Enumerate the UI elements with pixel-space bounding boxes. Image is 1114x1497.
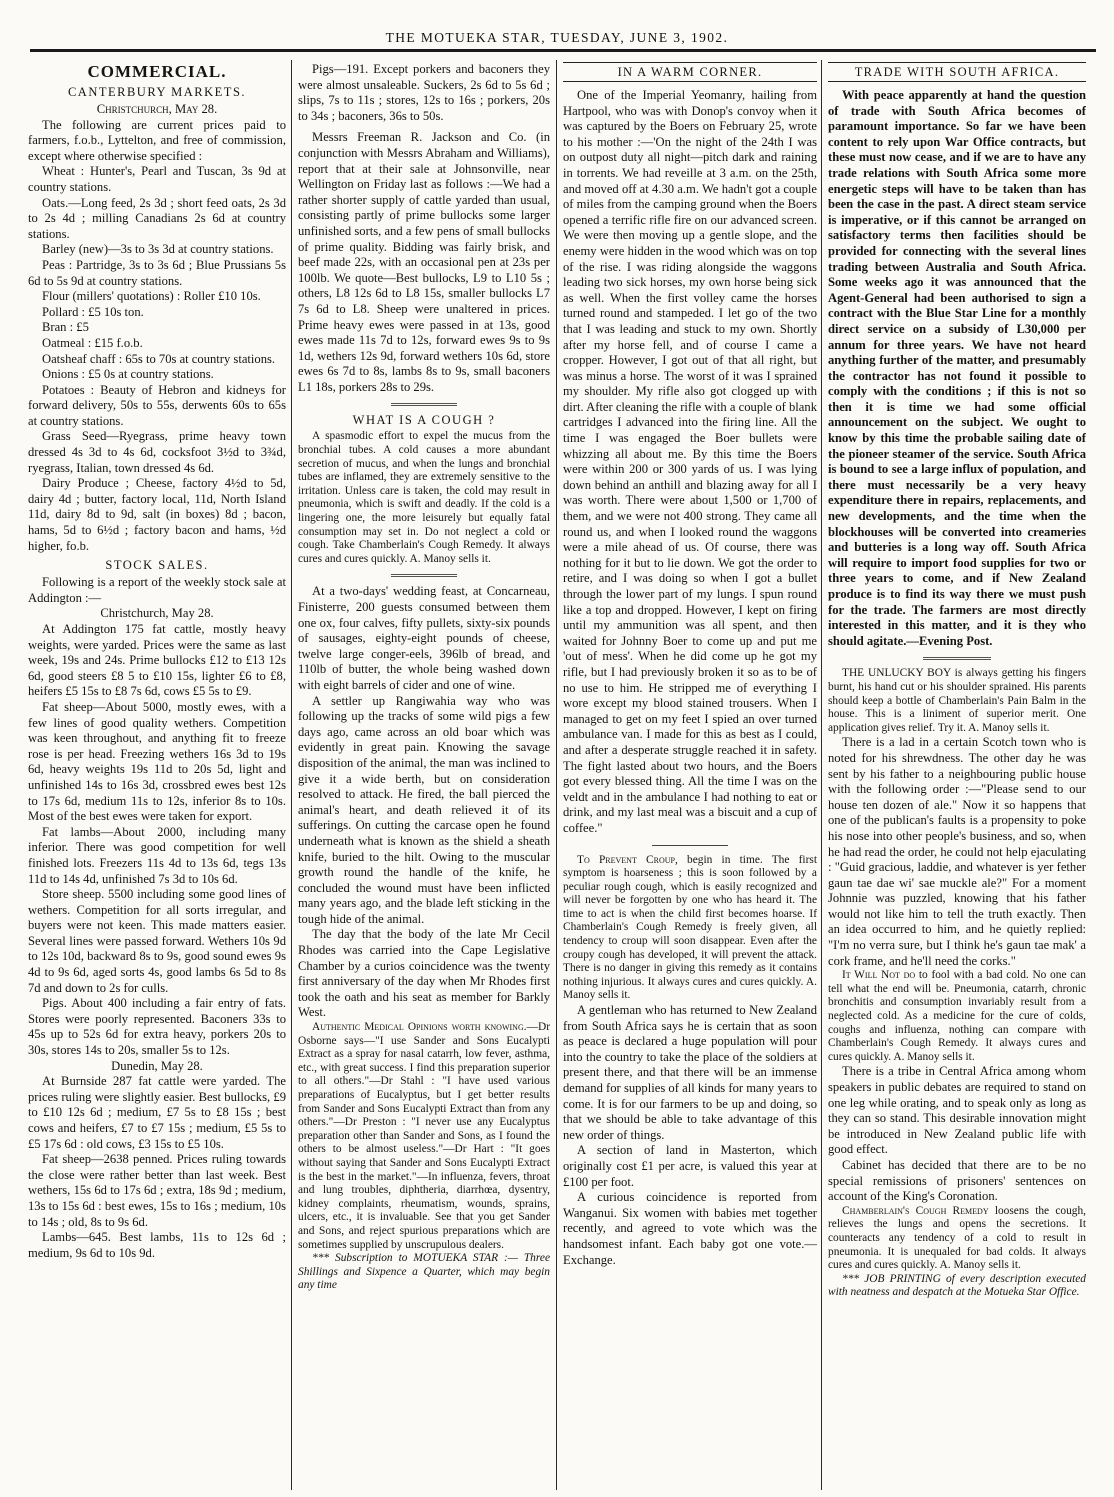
paragraph: Fat sheep—2638 penned. Prices ruling towards the close were rather better than last week. Best wethers, 15s 6d to 17s 6d ; extra, 18s 9d ; medium, 13s to 15s 6d : best ewes, 15s to 16s ; medium, 10s to 14s ; old, 8s to 9s 6d. (28, 1152, 286, 1229)
paragraph: Wheat : Hunter's, Pearl and Tuscan, 3s 9d at country stations. (28, 164, 286, 194)
paragraph: Fat sheep—About 5000, mostly ewes, with a few lines of good quality wethers. Competition was keen throughout, and anything fit to freeze rose is per head. Freezing wethers 16s 3d to 19s 6d, heavy weights 19s 11d to 20s 5d, light and unfinished 14s to 16s 3d, crossbred ewes best 12s to 17s 6d, medium 11s to 12s, inferior 8s to 10s. Most of the best ewes were taken for export. (28, 699, 286, 824)
paragraph: Oats.—Long feed, 2s 3d ; short feed oats, 2s 3d to 2s 4d ; milling Canadians 2s 6d at country stations. (28, 195, 286, 241)
paragraph: Oatmeal : £15 f.o.b. (42, 335, 143, 350)
divider (391, 403, 457, 406)
paragraph: Pigs. About 400 including a fair entry of fats. Stores were poorly represented. Baconers 33s to 45s up to 52s 6d for extra heavy, porkers 20s to 30s, stores 14s to 20s, smaller 5s to 12s. (28, 996, 286, 1058)
divider (391, 574, 457, 577)
divider (923, 657, 990, 660)
paragraph: Flour (millers' quotations) : Roller £10 10s. (42, 289, 261, 304)
trade-heading: TRADE WITH SOUTH AFRICA. (828, 62, 1086, 82)
cabinet-paragraph: Cabinet has decided that there are to be no special remissions of prisoners' sentences on account of the King's Coronation. (828, 1157, 1086, 1204)
paragraph: A curious coincidence is reported from Wanganui. Six women with babies met together recently, and agreed to vote which was the handsomest infant. Each baby got one vote.—Exchange. (563, 1190, 817, 1267)
chamberlain-text: loosens the cough, relieves the lungs and opens the secretions. It counteracts any tendency of a cold to result in pneumonia. It is unequaled for bad colds. It always cures and cures quickly. A. Manoy sells it. (828, 1204, 1086, 1272)
paragraph: Onions : £5 0s at country stations. (42, 367, 214, 382)
paragraph: Dairy Produce ; Cheese, factory 4½d to 5d, dairy 4d ; butter, factory local, 11d, North Island 11d, dairy 8d to 9d, salt (in boxes) 8d ; bacon, hams, 5d to 6½d ; factory bacon and hams, ½d higher, fo.b. (28, 476, 286, 553)
column-rule (291, 60, 292, 1490)
cough-heading: WHAT IS A COUGH ? (352, 413, 496, 428)
cough-article: A spasmodic effort to expel the mucus from the bronchial tubes. A cold causes a more abundant secretion of mucus, and when the lungs and bronchial tubes are inflamed, they are extremely sensitive to the irritation. Unless care is taken, the cold may result in pneumonia, which is swift and deadly. If the cold is a lingering one, the more leisurely but equally fatal consumption may set in. Do not neglect a cold or cough. Take Chamberlain's Cough Remedy. It always cures and cures quickly. A. Manoy sells it. (298, 430, 550, 565)
column-rule (821, 60, 822, 1490)
column-three (563, 62, 817, 1492)
canterbury-markets-heading: CANTERBURY MARKETS. (67, 85, 247, 99)
paragraph: Potatoes : Beauty of Hebron and kidneys for forward delivery, 50s to 55s, derwents 60s to 65s at country stations. (28, 382, 286, 428)
dateline: Christchurch, May 28. (100, 606, 214, 621)
paragraph: A gentleman who has returned to New Zealand from South Africa says he is certain that as soon as peace is declared a huge population will pour into the country to take the place of the soldiers at present there, and that there will be an immense demand for supplies of all kinds for many years to come. It is for our farmers to be up and doing, so that we should be able to take advantage of this new order of things. (563, 1003, 817, 1142)
column-commercial (28, 62, 286, 1492)
column-two (298, 62, 550, 1492)
paragraph: Lambs—645. Best lambs, 11s to 12s 6d ; medium, 9s 6d to 10s 9d. (28, 1230, 286, 1260)
opinions-text: —Dr Osborne says—"I use Sander and Sons Eucalypti Extract as a spray for nasal catarrh, low fever, asthma, etc., with great success. I find this preparation superior to all others."—Dr Stahl : "I have used various preparations of Eucalyptus, but I get better results from Sander and Sons Eucalypti Extract than from any others."—Dr Preston : "I never use any Eucalyptus preparation other than Sander and Sons, as I found the others to be almost useless."—Dr Hart : "It goes without saying that Sander and Sons Eucalypti Extract is the best in the market."—In influenza, fevers, throat and lung troubles, diphtheria, diarrhœa, dysentry, kidney complaints, rheumatism, wounds, sprains, ulcers, etc., it is invaluable. See that you get Sander and Sons, and reject spurious preparations which are sometimes supplied by unscrupulous dealers. (298, 1021, 550, 1251)
commercial-heading: COMMERCIAL. (87, 62, 227, 81)
bad-cold-lead: It Will Not do (842, 969, 916, 982)
job-printing-notice: *** JOB PRINTING of every description executed with neatness and despatch at the Motueka Star Office. (828, 1272, 1086, 1299)
paragraph: Bran : £5 (42, 320, 89, 335)
paragraph: A settler up Rangiwahia way who was following up the tracks of some wild pigs a few days ago, came across an old boar which was evidently in great pain. Knowing the savage disposition of the animal, the man was inclined to give it a wide berth, but on consideration resolved to attack. He fired, the ball pierced the animal's heart, and death relieved it of its sufferings. On cutting the carcase open he found underneath what is known as the shield a sheath knife, buried to the hilt. Owing to the muscular growth round the handle of the knife, he concluded the wound must have been inflicted many years ago, and the blade left sticking in the tough hide of the animal. (298, 693, 550, 926)
warm-corner-story: One of the Imperial Yeomanry, hailing from Hartpool, who was with Donop's convoy when it was captured by the Boers on February 25, wrote to his mother :—'On the night of the 24th I was on outpost duty all night—pitch dark and raining in torrents. We had reveille at 3 a.m. on the 25th, and moved off at 4.30 a.m. We hadn't got a couple of miles from the camping ground when the Boers opened a terrific rifle fire on our advanced screen. We were then moving up a gentle slope, and the enemy were hidden in the wood which was on top of the rise. I was riding alongside the waggons leading two sick horses, my own horse being sick as well. When the first volley came the horses turned round and stampeded. I let go of the two that I was leading and stuck to my own. Shortly after my horse fell, and of course I came a cropper. However, I got out of that all right, but was minus a horse. The worst of it was I sprained my shoulder. My rifle also got clogged up with dirt. After cleaning the rifle with a couple of blank cartridges I advanced into the firing line. All the time I was engaged the Boer bullets were whizzing all about me. By this time the Boers were within 200 or 300 yards of us. I was lying down behind an anthill and blazing away for all I was worth. There were about 1,500 or 1,700 of them, and we were not 400 strong. They came all round us, and when I looked round the waggons were a mile ahead of us. Of course, there was nothing for it but to lie down. We got the order to retire, and I was doing so when I got a bullet through the lower part of my lungs. I spun round like a top and dropped. However, I kept on firing until my ammunition was all spent, and then waited for Johnny Boer to come up and put me 'out of mess'. When he did come up he got my rifle, but I had previously broken it so as to be of no use to him. He stripped me of everything I wore except my blood stained trousers. When I managed to get on my feet I spied an over turned ambulance van. I made for this as best as I could, and after a desperate struggle reached it in safety. The fight lasted about two hours, and the Boers got every blessed thing. All the time I was on the veldt and in the ambulance I had nothing to eat or drink, and my last meal was a biscuit and a cup of coffee." (563, 88, 817, 835)
paragraph: Oatsheaf chaff : 65s to 70s at country stations. (42, 351, 276, 366)
paragraph: Pigs—191. Except porkers and baconers they were almost unsaleable. Suckers, 2s 6d to 5s 6d ; slips, 7s to 11s ; stores, 12s to 16s ; porkers, 20s to 34s ; baconers, 36s to 50s. (298, 62, 550, 123)
divider (652, 845, 728, 846)
paragraph: At a two-days' wedding feast, at Concarneau, Finisterre, 200 guests consumed between them one ox, four calves, fifty pullets, sixty-six pounds of sausages, eighty-eight pounds of cheese, twelve large conger-eels, 396lb of bread, and 110lb of butter, the whole being washed down with eight barrels of cider and one of wine. (298, 584, 550, 692)
paragraph: At Addington 175 fat cattle, mostly heavy weights, were yarded. Prices were the same as last week, 19s and 24s. Prime bullocks £12 to £13 12s 6d, good steers £8 5 to £10 15s, lighter £6 to £8, heifers £5 15s to £8 7s 6d, cows £5 5s to £9. (28, 622, 286, 699)
paragraph: Store sheep. 5500 including some good lines of wethers. Competition for all sorts irregular, and buyers were not keen. This made matters easier. Several lines were passed forward. Wethers 10s 9d to 12s 10d, backward 8s to 9s, good sound ewes 9s 4d to 9s 6d, aged sorts 4s, good lambs 6s 5d to 8s 7d and down to 2s for culls. (28, 887, 286, 995)
column-four (828, 62, 1086, 1492)
croup-lead: To Prevent Croup, (577, 853, 678, 866)
paragraph: Fat lambs—About 2000, including many inferior. There was good competition for well finished lots. Freezers 11s 4d to 13s 6d, tegs 13s 11d to 14s 4d, unfinished 7s 3d to 10s 6d. (28, 824, 286, 886)
column-rule (556, 60, 557, 1490)
paragraph: The following are current prices paid to farmers, f.o.b., Lyttelton, and free of commission, except where otherwise specified : (28, 117, 286, 163)
subscription-notice: *** Subscription to MOTUEKA STAR :— Three Shillings and Sixpence a Quarter, which may begin any time (298, 1252, 550, 1292)
paragraph: Following is a report of the weekly stock sale at Addington :— (28, 575, 286, 605)
trade-article: With peace apparently at hand the question of trade with South Africa becomes of paramount importance. So far we have been content to rely upon War Office contracts, but these must now cease, and if we are to have any trade relations with South Africa some more energetic steps will have to be taken than has been the case in the past. A direct steam service is imperative, or if this cannot be arranged on satisfactory terms then facilities should be provided for connecting with the several lines trading between Australia and South Africa. Some weeks ago it was announced that the Agent-General had been authorised to sign a contract with the Blue Star Line for a monthly direct service on a subsidy of L30,000 per annum for three years. We have not heard anything further of the matter, and presumably the contractor has not found it possible to comply with the conditions ; if this is not so then it is time we had some official announcement on the subject. We ought to know by this time the probable sailing date of the pioneer steamer of the service. South Africa is bound to see a large influx of population, and there must necessarily be a very heavy expenditure there in repairs, replacements, and new developments, and the time when the blockhouses will be converted into creameries and butteries is a long way off. South Africa will require to import food supplies for two or three years to come, and if New Zealand produce is to find its way there we must push for the trade. The farmers are most directly interested in this matter, and it is they who should agitate.—Evening Post. (828, 88, 1086, 648)
masthead-rule (30, 49, 1096, 52)
croup-text: begin in time. The first symptom is hoarseness ; this is soon followed by a peculiar rough cough, which is easily recognized and will never be forgotten by one who has heard it. The time to act is when the child first becomes hoarse. If Chamberlain's Cough Remedy is freely given, all tendency to croup will soon disappear. Even after the croupy cough has developed, it will prevent the attack. There is no danger in giving this remedy as it contains nothing injurious. It always cures and cures quickly. A. Manoy sells it. (563, 853, 817, 1002)
paragraph: A section of land in Masterton, which originally cost £1 per acre, is valued this year at £100 per foot. (563, 1143, 817, 1189)
paragraph: Grass Seed—Ryegrass, prime heavy town dressed 4s 3d to 4s 6d, cocksfoot 3½d to 3¾d, ryegrass, Italian, town dressed 4s 6d. (28, 429, 286, 475)
paragraph: Pollard : £5 10s ton. (42, 304, 144, 319)
stock-sales-heading: STOCK SALES. (105, 558, 209, 573)
scotch-lad: There is a lad in a certain Scotch town who is noted for his shrewdness. The other day he was sent by his father to a neighbouring public house with the following order :—"Please send to our house ten dozen of ale." Now it so happens that one of the publican's faults is a propensity to poke his nose into other people's business, and so, when he had read the order, he could not help ejaculating : "Guid gracious, laddie, and whatever is yer fether gaun tae dae wi' sae muckle ale?" For a moment Johnnie was puzzled, knowing that his father would not like him to tell the truth exactly. Then an idea occurred to him, and he quietly replied: "I'm no verra sure, but I think he's gaun tae mak' a cork frame, and he'll need the corks." (828, 735, 1086, 968)
opinions-lead: Authentic Medical Opinions worth knowing. (312, 1021, 527, 1034)
masthead: THE MOTUEKA STAR, TUESDAY, JUNE 3, 1902. (385, 30, 729, 45)
chamberlain-lead: Chamberlain's Cough Remedy (842, 1204, 989, 1217)
paragraph: Messrs Freeman R. Jackson and Co. (in conjunction with Messrs Abraham and Williams), report that at their sale at Johnsonville, near Wellington on Friday last as follows :—We had a rather shorter supply of cattle yarded than usual, consisting partly of prime bullocks some larger unfinished sorts, and a few pens of small bullocks of prime quality. Bidding was fairly brisk, and beef made 22s, with an occasional pen at 23s per 100lb. We quote—Best bullocks, L9 to L10 5s ; others, L8 12s 6d to L8 15s, smaller bullocks L7 7s 6d to L8. Sheep were unaltered in prices. Prime heavy ewes were passed in at 13s, good ewes made 11s 7d to 12s, forward ewes 9s to 9s 1d, wethers 12s 9d, forward wethers 10s 6d, store ewes 6s 7d to 8s, lambs 8s to 9s, small baconers L1 18s, porkers 28s to 29s. (298, 130, 550, 394)
tribe-paragraph: There is a tribe in Central Africa among whom speakers in public debates are required to stand on one leg while orating, and to speak only as long as they can so stand. This desirable innovation might be introduced in New Zealand public life with good effect. (828, 1064, 1086, 1157)
paragraph: At Burnside 287 fat cattle were yarded. The prices ruling were slightly easier. Best bullocks, £9 to £10 12s 6d ; medium, £7 5s to £8 15s ; best cows and heifers, £7 to £7 15s ; medium, £5 5s to £5 17s 6d : old cows, £3 15s to £5 10s. (28, 1074, 286, 1151)
bad-cold-text: to fool with a bad cold. No one can tell what the end will be. Pneumonia, catarrh, chronic bronchitis and consumption invariably result from a neglected cold. As a medicine for the cure of colds, coughs and influenza, nothing can compare with Chamberlain's Cough Remedy. It always cures and cures quickly. A. Manoy sells it. (828, 969, 1086, 1063)
paragraph: Peas : Partridge, 3s to 3s 6d ; Blue Prussians 5s 6d to 5s 9d at country stations. (28, 257, 286, 288)
paragraph: The day that the body of the late Mr Cecil Rhodes was carried into the Cape Legislative Chamber by a curios coincidence was the twenty first anniversary of the day when Mr Rhodes first took the oath and his seat as member for Barkly West. (298, 927, 550, 1020)
dateline: Christchurch, May 28. (96, 102, 218, 116)
paragraph: Barley (new)—3s to 3s 3d at country stations. (42, 242, 274, 257)
unlucky-boy: THE UNLUCKY BOY is always getting his fingers burnt, his hand cut or his shoulder sprained. His parents should keep a bottle of Chamberlain's Pain Balm in the house. This is a liniment of superior merit. One application gives relief. Try it. A. Manoy sells it. (828, 667, 1086, 734)
dateline: Dunedin, May 28. (111, 1058, 203, 1073)
warm-corner-heading: IN A WARM CORNER. (563, 62, 817, 82)
